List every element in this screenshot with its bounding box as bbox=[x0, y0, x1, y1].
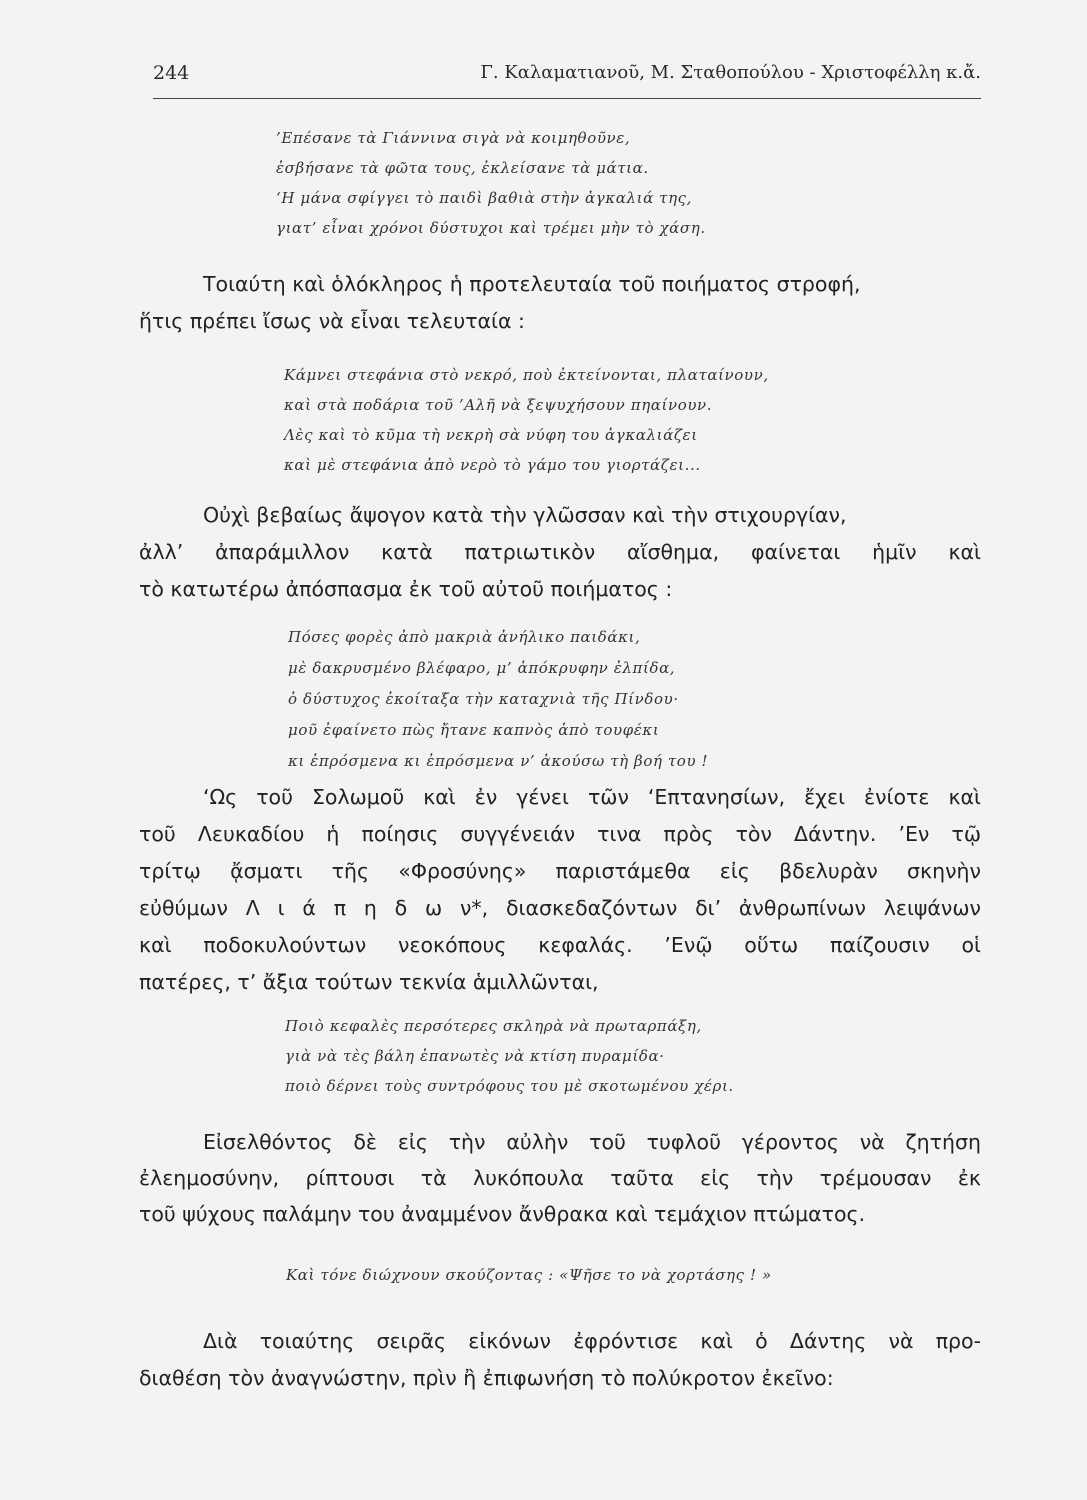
verse-line: μοῦ ἐφαίνετο πὼς ἤτανε καπνὸς ἀπὸ τουφέκι bbox=[288, 721, 660, 739]
paragraph-1 bbox=[139, 266, 981, 340]
text-line: πατέρες, τ’ ἄξια τούτων τεκνία ἁμιλλῶνται, bbox=[139, 970, 599, 994]
verse-line: γιὰ νὰ τὲς βάλη ἐπανωτὲς νὰ κτίση πυραμίδα· bbox=[285, 1047, 665, 1065]
paragraph-5 bbox=[139, 1323, 981, 1397]
text-line: Εἰσελθόντος δὲ εἰς τὴν αὐλὴν τοῦ τυφλοῦ γέροντος νὰ ζητήση bbox=[203, 1130, 981, 1154]
text-line: τοῦ Λευκαδίου ἡ ποίησις συγγένειάν τινα πρὸς τὸν Δάντην. ’Εν τῷ bbox=[139, 822, 981, 846]
text-line: ἐλεημοσύνην, ρίπτουσι τὰ λυκόπουλα ταῦτα εἰς τὴν τρέμουσαν ἐκ bbox=[139, 1166, 981, 1190]
verse-line: Καὶ τόνε διώχνουν σκούζοντας : «Ψῆσε το νὰ χορτάσης ! » bbox=[286, 1266, 772, 1284]
text-line: Οὐχὶ βεβαίως ἄψογον κατὰ τὴν γλῶσσαν καὶ τὴν στιχουργίαν, bbox=[203, 503, 847, 527]
verse-line: Κάμνει στεφάνια στὸ νεκρό, ποὺ ἐκτείνονται, πλαταίνουν, bbox=[284, 366, 769, 384]
paragraph-2 bbox=[139, 497, 981, 608]
text-line: Τοιαύτη καὶ ὁλόκληρος ἡ προτελευταία τοῦ ποιήματος στροφή, bbox=[203, 272, 861, 296]
text-line: ‘Ως τοῦ Σολωμοῦ καὶ ἐν γένει τῶν ‘Επτανησίων, ἔχει ἐνίοτε καὶ bbox=[203, 785, 981, 809]
verse-block-3 bbox=[288, 622, 708, 777]
verse-line: κι ἐπρόσμενα κι ἐπρόσμενα ν’ ἀκούσω τὴ βοή του ! bbox=[288, 752, 709, 770]
verse-line: ’Επέσανε τὰ Γιάννινα σιγὰ νὰ κοιμηθοῦνε, bbox=[276, 129, 631, 147]
verse-line: Πόσες φορὲς ἀπὸ μακριὰ ἀνήλικο παιδάκι, bbox=[288, 628, 641, 646]
verse-line: ὁ δύστυχος ἐκοίταξα τὴν καταχνιὰ τῆς Πίνδου· bbox=[288, 690, 679, 708]
verse-line: Ποιὸ κεφαλὲς περσότερες σκληρὰ νὰ πρωταρπάξη, bbox=[285, 1017, 702, 1035]
text-line: τοῦ ψύχους παλάμην του ἀναμμένον ἄνθρακα καὶ τεμάχιον πτώματος. bbox=[139, 1202, 866, 1226]
paragraph-4 bbox=[139, 1124, 981, 1232]
running-title: Γ. Καλαματιανοῦ, Μ. Σταθοπούλου - Χριστοφέλλη κ.ἄ. bbox=[480, 62, 981, 83]
page-number: 244 bbox=[153, 62, 190, 84]
verse-line: ἐσβήσανε τὰ φῶτα τους, ἐκλείσανε τὰ μάτια. bbox=[276, 159, 649, 177]
text-line: τρίτῳ ᾄσματι τῆς «Φροσύνης» παριστάμεθα εἰς βδελυρὰν σκηνὴν bbox=[139, 859, 981, 883]
text-line: ἀλλ’ ἀπαράμιλλον κατὰ πατριωτικὸν αἴσθημα, φαίνεται ἡμῖν καὶ bbox=[139, 540, 981, 564]
text-line: τὸ κατωτέρω ἀπόσπασμα ἐκ τοῦ αὐτοῦ ποιήματος : bbox=[139, 577, 673, 601]
page-header bbox=[153, 58, 981, 99]
verse-block-5 bbox=[286, 1260, 772, 1290]
verse-line: γιατ’ εἶναι χρόνοι δύστυχοι καὶ τρέμει μὴν τὸ χάση. bbox=[276, 219, 706, 237]
verse-line: ποιὸ δέρνει τοὺς συντρόφους του μὲ σκοτωμένου χέρι. bbox=[285, 1077, 734, 1095]
text-line: Διὰ τοιαύτης σειρᾶς εἰκόνων ἐφρόντισε καὶ ὁ Δάντης νὰ προ- bbox=[203, 1329, 981, 1353]
text-line: διαθέση τὸν ἀναγνώστην, πρὶν ἢ ἐπιφωνήση τὸ πολύκροτον ἐκεῖνο: bbox=[139, 1366, 834, 1390]
verse-line: Λὲς καὶ τὸ κῦμα τὴ νεκρὴ σὰ νύφη του ἀγκαλιάζει bbox=[284, 426, 698, 444]
verse-line: ‘Η μάνα σφίγγει τὸ παιδὶ βαθιὰ στὴν ἀγκαλιά της, bbox=[276, 189, 693, 207]
verse-line: καὶ μὲ στεφάνια ἀπὸ νερὸ τὸ γάμο του γιορτάζει... bbox=[284, 456, 701, 474]
verse-line: μὲ δακρυσμένο βλέφαρο, μ’ ἀπόκρυφην ἐλπίδα, bbox=[288, 659, 676, 677]
verse-block-2 bbox=[284, 360, 769, 480]
text-line: καὶ ποδοκυλούντων νεοκόπους κεφαλάς. ’Ενῷ οὕτω παίζουσιν οἱ bbox=[139, 933, 981, 957]
verse-block-4 bbox=[285, 1011, 734, 1101]
text-line: εὐθύμων Λ ι ά π η δ ω ν*, διασκεδαζόντων δι’ ἀνθρωπίνων λειψάνων bbox=[139, 896, 981, 920]
verse-line: καὶ στὰ ποδάρια τοῦ ’Αλῆ νὰ ξεψυχήσουν πηαίνουν. bbox=[284, 396, 713, 414]
verse-block-1 bbox=[276, 123, 706, 243]
text-line: ἥτις πρέπει ἴσως νὰ εἶναι τελευταία : bbox=[139, 309, 525, 333]
paragraph-3 bbox=[139, 779, 981, 1001]
